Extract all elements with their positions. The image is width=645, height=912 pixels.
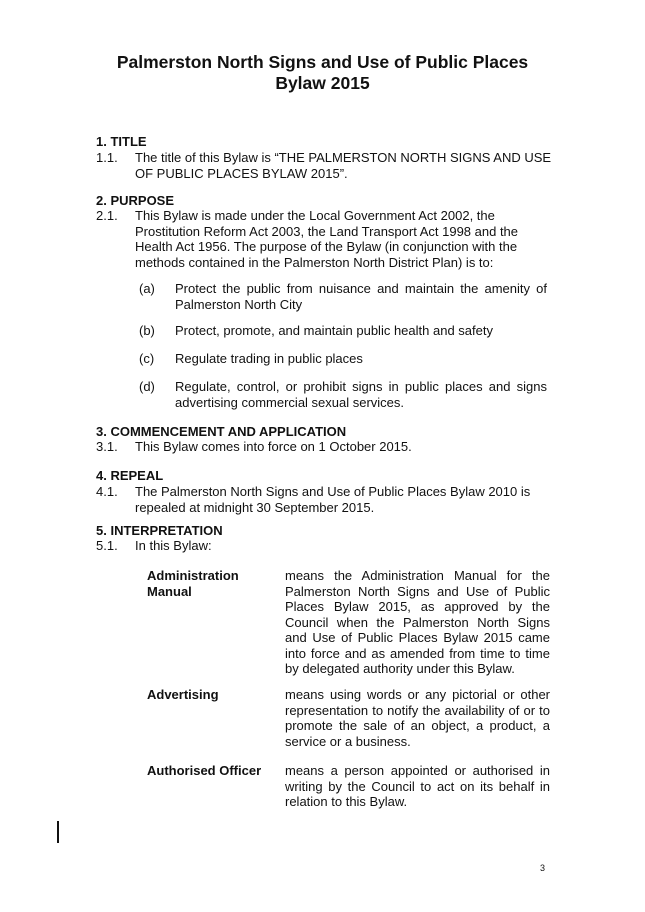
clause-number: 5.1.: [96, 538, 118, 553]
list-item-label: (d): [139, 379, 155, 394]
document-title: [0, 52, 645, 94]
clause-line: This Bylaw is made under the Local Government Act 2002, the: [135, 208, 495, 223]
list-item-text: Regulate trading in public places: [175, 351, 363, 366]
section-heading-commencement: 3. COMMENCEMENT AND APPLICATION: [96, 424, 347, 439]
definition-term: Administration Manual: [147, 568, 239, 599]
clause-line: methods contained in the Palmerston North District Plan) is to:: [135, 254, 494, 270]
clause-text: This Bylaw comes into force on 1 October 2015.: [135, 439, 412, 454]
definition-text: means a person appointed or authorised in writing by the Council to act on its behalf in relation to this Bylaw.: [285, 763, 550, 809]
clause-line: The Palmerston North Signs and Use of Public Places Bylaw 2010 is: [135, 484, 531, 499]
clause-line: OF PUBLIC PLACES BYLAW 2015”.: [135, 165, 348, 181]
clause-line: Prostitution Reform Act 2003, the Land Transport Act 1998 and the: [135, 223, 519, 239]
section-heading-title: 1. TITLE: [96, 134, 147, 149]
list-item-text: Regulate, control, or prohibit signs in public places and signs advertising commercial sexual services.: [175, 379, 547, 410]
list-item-text: Protect, promote, and maintain public health and safety: [175, 323, 493, 338]
list-item-label: (a): [139, 281, 155, 296]
title-line-2: Bylaw 2015: [275, 73, 370, 93]
section-heading-purpose: 2. PURPOSE: [96, 193, 175, 208]
definition-term: Authorised Officer: [147, 763, 262, 778]
list-item-label: (b): [139, 323, 155, 338]
clause-text: In this Bylaw:: [135, 538, 212, 553]
clause-text: [135, 150, 550, 181]
clause-line: repealed at midnight 30 September 2015.: [135, 499, 375, 515]
clause-line: The title of this Bylaw is “THE PALMERSTON NORTH SIGNS AND USE: [135, 150, 552, 165]
clause-number: 2.1.: [96, 208, 118, 223]
clause-number: 3.1.: [96, 439, 118, 454]
title-line-1: Palmerston North Signs and Use of Public Places: [116, 52, 529, 72]
section-heading-interpretation: 5. INTERPRETATION: [96, 523, 223, 538]
definition-term: Advertising: [147, 687, 219, 702]
section-heading-repeal: 4. REPEAL: [96, 468, 164, 483]
page-number: 3: [540, 863, 546, 873]
definition-text: means the Administration Manual for the Palmerston North Signs and Use of Public Places Bylaw 2015, as approved by the Council when the Palmerston North Signs and Use of Public Places Bylaw 2015 came into force and as amended from time to time by delegated authority under this Bylaw.: [285, 568, 550, 676]
definition-text: means using words or any pictorial or other representation to notify the availability of or to promote the sale of an object, a product, a service or a business.: [285, 687, 550, 749]
change-bar: [57, 821, 59, 843]
clause-number: 1.1.: [96, 150, 118, 165]
clause-text: [135, 208, 550, 270]
clause-line: Health Act 1956. The purpose of the Bylaw (in conjunction with the: [135, 239, 518, 254]
clause-text: [135, 484, 550, 515]
list-item-text: Protect the public from nuisance and maintain the amenity of Palmerston North City: [175, 281, 547, 312]
list-item-label: (c): [139, 351, 155, 366]
clause-number: 4.1.: [96, 484, 118, 499]
